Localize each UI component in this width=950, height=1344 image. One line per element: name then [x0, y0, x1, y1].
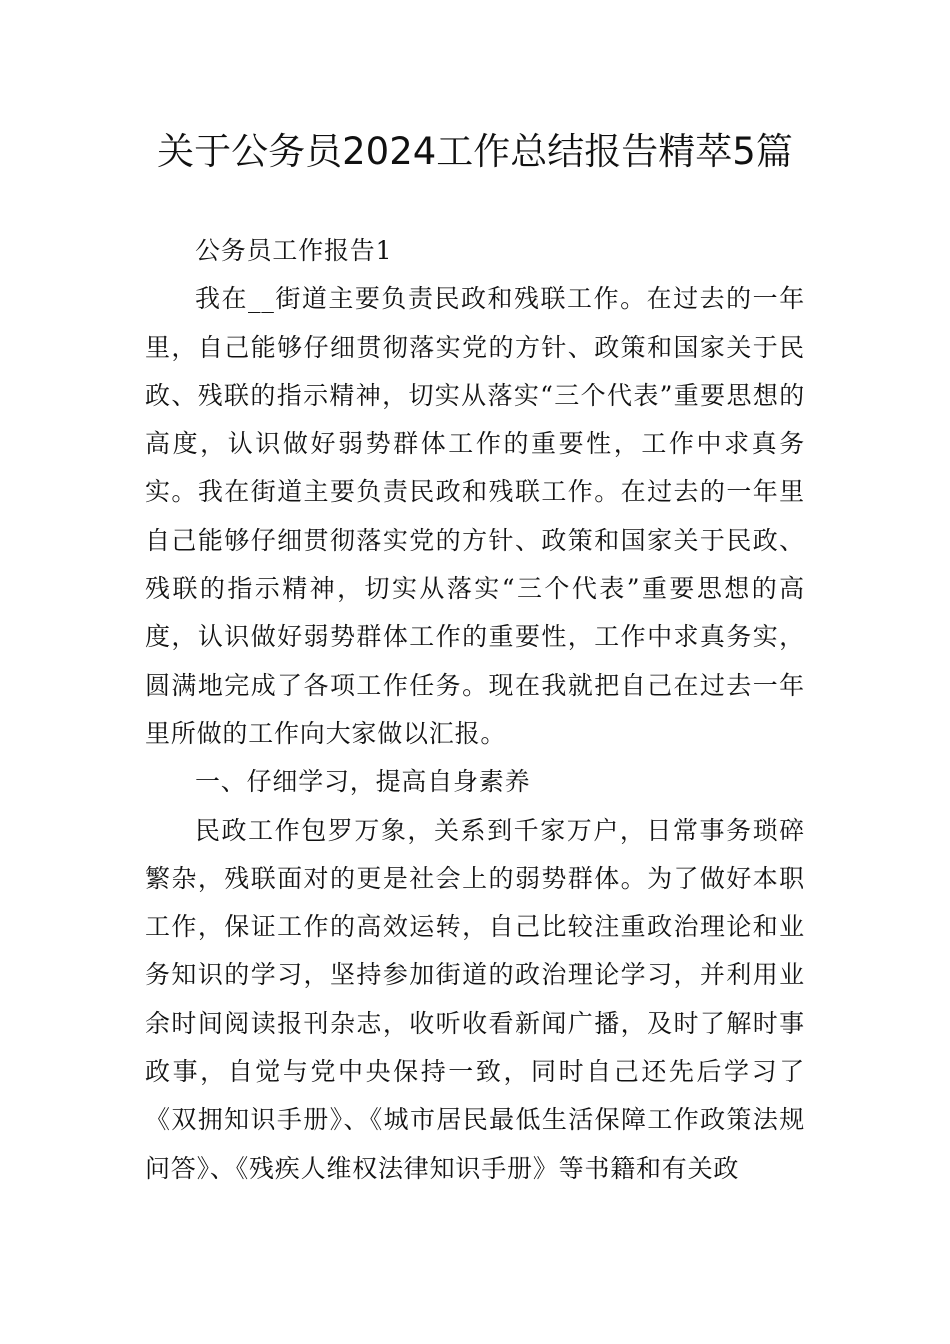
body-paragraph-study: 民政工作包罗万象，关系到千家万户，日常事务琐碎繁杂，残联面对的更是社会上的弱势群体。为了做好本职工作，保证工作的高效运转，自己比较注重政治理论和业务知识的学习，坚持参加街道的政治理论学习，并利用业余时间阅读报刊杂志，收听收看新闻广播，及时了解时事政事，自觉与党中央保持一致，同时自己还先后学习了《双拥知识手册》、《城市居民最低生活保障工作政策法规问答》、《残疾人维权法律知识手册》等书籍和有关政	[145, 815, 805, 1183]
section-heading-study: 一、仔细学习，提高自身素养	[195, 767, 531, 797]
section-heading-report-1: 公务员工作报告1	[195, 236, 393, 265]
document-body	[145, 227, 805, 1193]
body-paragraph-intro: 我在__街道主要负责民政和残联工作。在过去的一年里，自己能够仔细贯彻落实党的方针、政策和国家关于民政、残联的指示精神，切实从落实“三个代表”重要思想的高度，认识做好弱势群体工作的重要性，工作中求真务实。我在街道主要负责民政和残联工作。在过去的一年里自己能够仔细贯彻落实党的方针、政策和国家关于民政、残联的指示精神，切实从落实“三个代表”重要思想的高度，认识做好弱势群体工作的重要性，工作中求真务实，圆满地完成了各项工作任务。现在我就把自己在过去一年里所做的工作向大家做以汇报。	[145, 284, 805, 748]
document-title: 关于公务员2024工作总结报告精萃5篇	[157, 130, 793, 173]
